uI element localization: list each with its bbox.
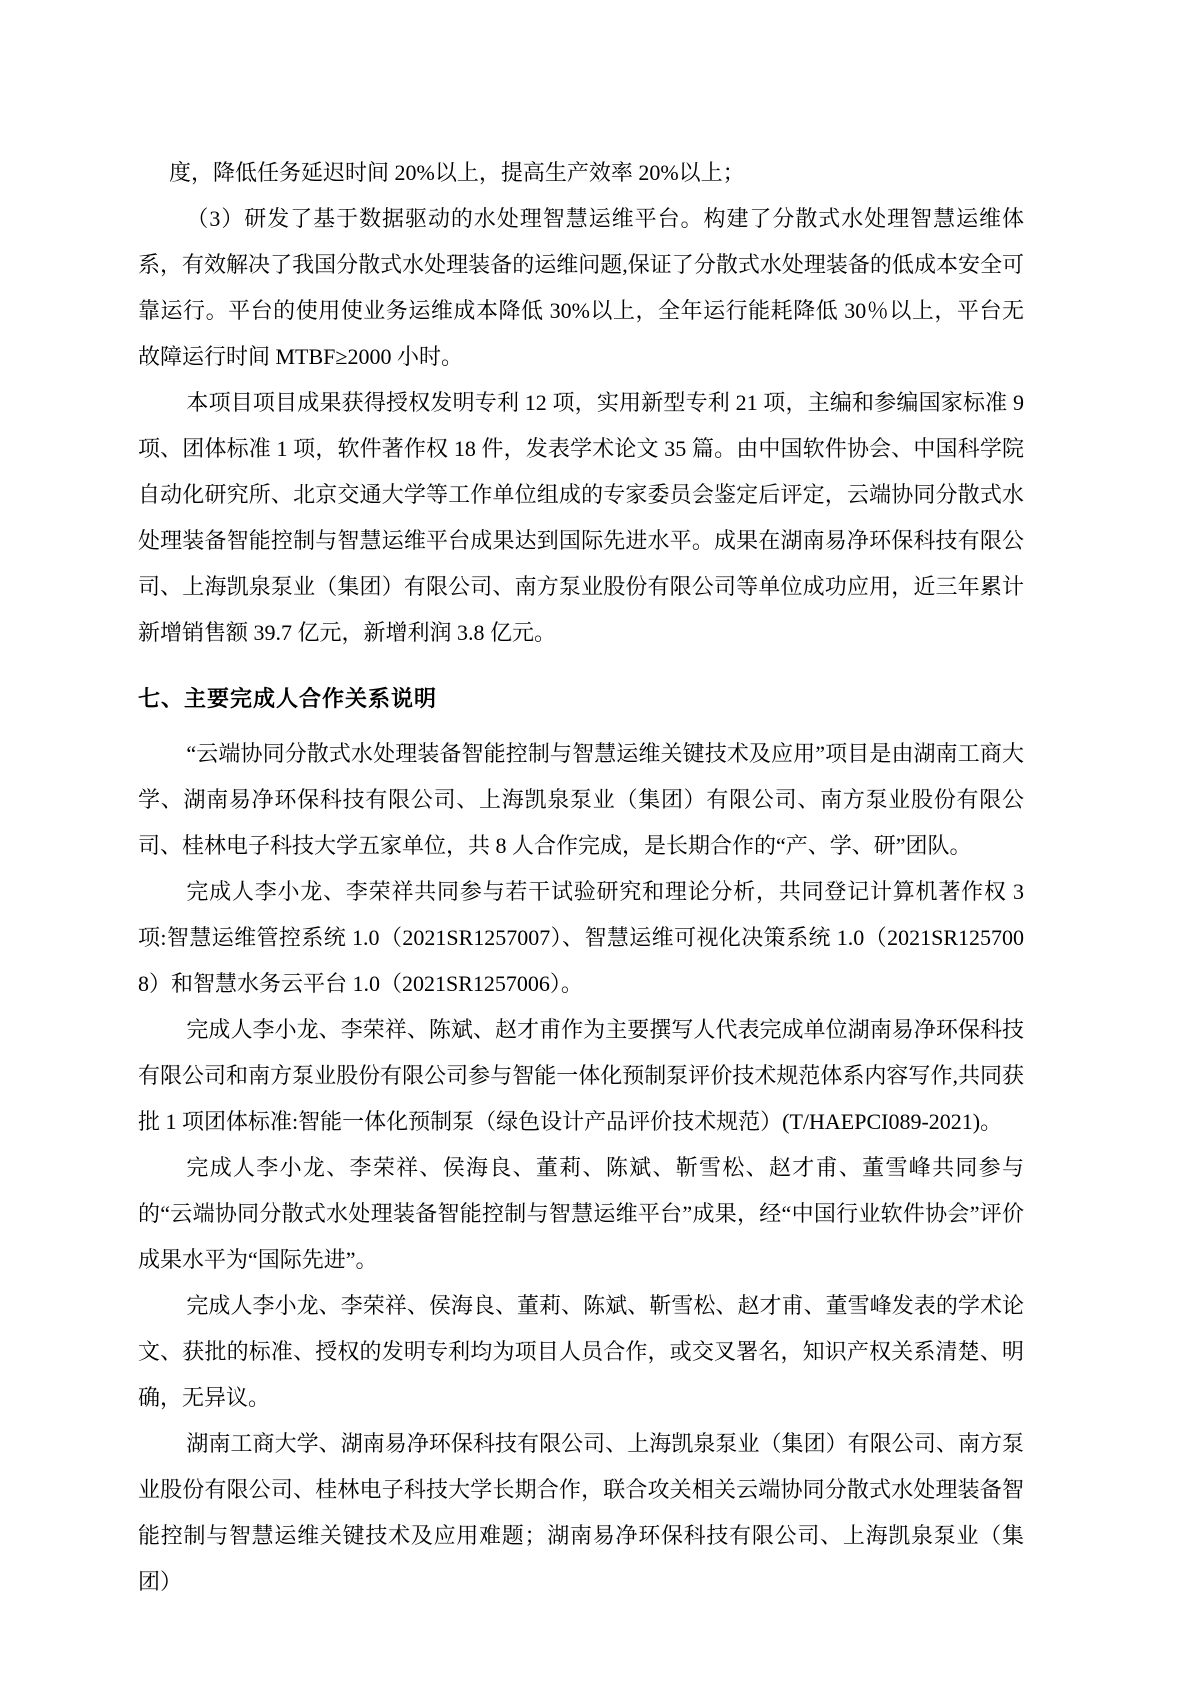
body-paragraph: 完成人李小龙、李荣祥、陈斌、赵才甫作为主要撰写人代表完成单位湖南易净环保科技有限公司和南方泵业股份有限公司参与智能一体化预制泵评价技术规范体系内容写作,共同获批 1 项团体标准:智能一体化预制泵（绿色设计产品评价技术规范）(T/HAEPCI089-2021)。 [138, 1017, 1024, 1134]
body-paragraph: 度，降低任务延迟时间 20%以上，提高生产效率 20%以上； [169, 160, 745, 185]
body-paragraph: （3）研发了基于数据驱动的水处理智慧运维平台。构建了分散式水处理智慧运维体系，有效解决了我国分散式水处理装备的运维问题,保证了分散式水处理装备的低成本安全可靠运行。平台的使用使业务运维成本降低 30%以上，全年运行能耗降低 30％以上，平台无故障运行时间 MTBF≥2000 小时。 [138, 206, 1024, 369]
body-paragraph: “云端协同分散式水处理装备智能控制与智慧运维关键技术及应用”项目是由湖南工商大学、湖南易净环保科技有限公司、上海凯泉泵业（集团）有限公司、南方泵业股份有限公司、桂林电子科技大学五家单位，共 8 人合作完成，是长期合作的“产、学、研”团队。 [138, 741, 1024, 858]
body-paragraph: 完成人李小龙、李荣祥共同参与若干试验研究和理论分析，共同登记计算机著作权 3 项:智慧运维管控系统 1.0（2021SR1257007）、智慧运维可视化决策系统 1.0（2021SR1257008）和智慧水务云平台 1.0（2021SR1257006）。 [138, 879, 1024, 996]
section-heading: 七、主要完成人合作关系说明 [138, 686, 438, 711]
body-paragraph: 湖南工商大学、湖南易净环保科技有限公司、上海凯泉泵业（集团）有限公司、南方泵业股份有限公司、桂林电子科技大学长期合作，联合攻关相关云端协同分散式水处理装备智能控制与智慧运维关键技术及应用难题；湖南易净环保科技有限公司、上海凯泉泵业（集团） [138, 1431, 1024, 1594]
body-paragraph: 本项目项目成果获得授权发明专利 12 项，实用新型专利 21 项，主编和参编国家标准 9 项、团体标准 1 项，软件著作权 18 件，发表学术论文 35 篇。由中国软件协会、中国科学院自动化研究所、北京交通大学等工作单位组成的专家委员会鉴定后评定，云端协同分散式水处理装备智能控制与智慧运维平台成果达到国际先进水平。成果在湖南易净环保科技有限公司、上海凯泉泵业（集团）有限公司、南方泵业股份有限公司等单位成功应用，近三年累计新增销售额 39.7 亿元，新增利润 3.8 亿元。 [138, 390, 1024, 645]
body-paragraph: 完成人李小龙、李荣祥、侯海良、董莉、陈斌、靳雪松、赵才甫、董雪峰发表的学术论文、获批的标准、授权的发明专利均为项目人员合作，或交叉署名，知识产权关系清楚、明确，无异议。 [138, 1293, 1024, 1410]
document-body [138, 150, 1024, 1605]
body-paragraph: 完成人李小龙、李荣祥、侯海良、董莉、陈斌、靳雪松、赵才甫、董雪峰共同参与的“云端协同分散式水处理装备智能控制与智慧运维平台”成果，经“中国行业软件协会”评价成果水平为“国际先进”。 [138, 1155, 1024, 1272]
